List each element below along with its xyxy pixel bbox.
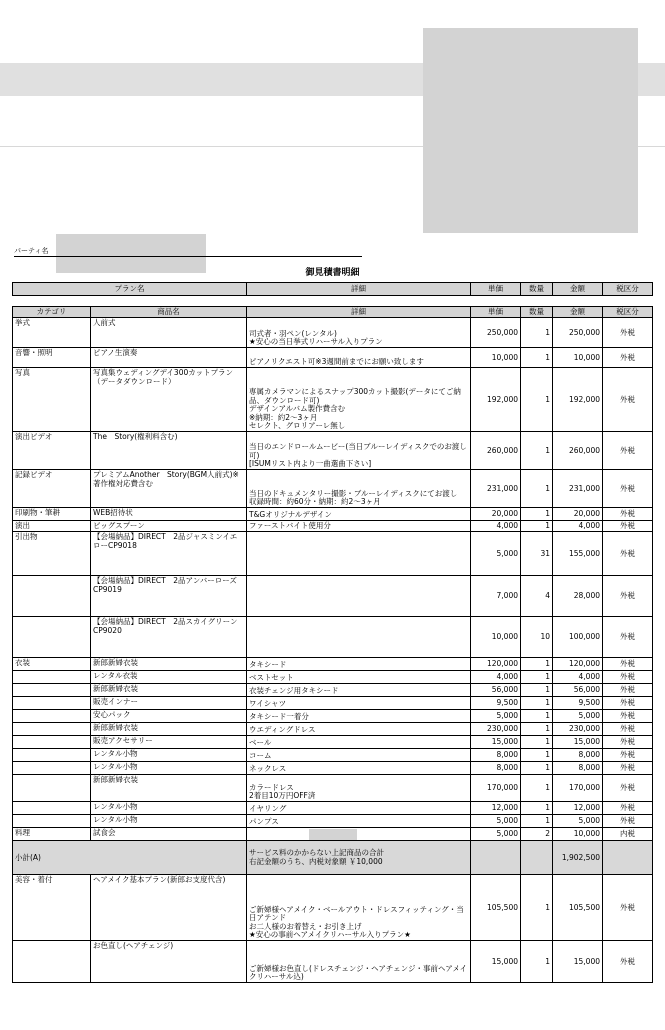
- amount-cell: 28,000: [553, 576, 603, 617]
- table-row: [13, 749, 653, 762]
- table-row: [13, 318, 653, 348]
- unit-price-cell: 20,000: [471, 508, 521, 521]
- quantity-cell: 1: [521, 749, 553, 762]
- quantity-cell: 1: [521, 762, 553, 775]
- redacted-detail: [309, 829, 357, 840]
- table-row: [13, 941, 653, 983]
- tax-header: 税区分: [603, 307, 653, 318]
- subtotal-empty: [471, 841, 521, 875]
- table-row: [13, 815, 653, 828]
- item-name-cell: レンタル小物: [91, 802, 247, 815]
- tax-type-cell: 外税: [603, 775, 653, 802]
- tax-type-cell: 外税: [603, 697, 653, 710]
- amount-cell: 15,000: [553, 941, 603, 983]
- unit-price-cell: 10,000: [471, 617, 521, 658]
- table-row: [13, 658, 653, 671]
- detail-cell: ご新婦様お色直し(ドレスチェンジ・ヘアチェンジ・事前ヘアメイクリハーサル込): [247, 941, 471, 983]
- tax-type-cell: 外税: [603, 532, 653, 576]
- item-name-cell: プレミアムAnother Story(BGM人前式)※著作権対応費含む: [91, 470, 247, 508]
- quantity-cell: 1: [521, 521, 553, 532]
- table-row: [13, 762, 653, 775]
- tax-type-cell: 内税: [603, 828, 653, 841]
- tax-type-cell: 外税: [603, 368, 653, 432]
- item-name-cell: 【会場納品】DIRECT 2品アンバーローズCP9019: [91, 576, 247, 617]
- table-row: [13, 508, 653, 521]
- detail-cell: 当日のドキュメンタリー撮影・ブルーレイディスクにてお渡し 収録時間：約60分・納期：約2～3ヶ月: [247, 470, 471, 508]
- detail-cell: [247, 576, 471, 617]
- detail-cell: イヤリング: [247, 802, 471, 815]
- table-row: [13, 576, 653, 617]
- tax-type-cell: 外税: [603, 671, 653, 684]
- detail-cell: タキシード一着分: [247, 710, 471, 723]
- item-name-cell: WEB招待状: [91, 508, 247, 521]
- category-cell: [13, 684, 91, 697]
- unit-price-cell: 56,000: [471, 684, 521, 697]
- table-row: [13, 723, 653, 736]
- detail-cell: ベール: [247, 736, 471, 749]
- table-row: [13, 775, 653, 802]
- detail-header: 詳細: [247, 307, 471, 318]
- quantity-cell: 2: [521, 828, 553, 841]
- party-name-underline: [14, 256, 362, 257]
- amount-cell: 155,000: [553, 532, 603, 576]
- category-cell: [13, 710, 91, 723]
- category-cell: [13, 815, 91, 828]
- detail-cell: [247, 532, 471, 576]
- detail-cell: [247, 617, 471, 658]
- category-cell: 音響・照明: [13, 348, 91, 368]
- item-name-cell: 人前式: [91, 318, 247, 348]
- redacted-image: [423, 28, 638, 233]
- tax-type-cell: 外税: [603, 318, 653, 348]
- unit-price-cell: 260,000: [471, 432, 521, 470]
- category-cell: 写真: [13, 368, 91, 432]
- amount-cell: 12,000: [553, 802, 603, 815]
- amount-cell: 100,000: [553, 617, 603, 658]
- subtotal-amount: 1,902,500: [553, 841, 603, 875]
- item-name-cell: 【会場納品】DIRECT 2品ジャスミンイエローCP9018: [91, 532, 247, 576]
- quantity-cell: 1: [521, 671, 553, 684]
- quantity-cell: 1: [521, 697, 553, 710]
- unit-price-cell: 170,000: [471, 775, 521, 802]
- quantity-cell: 1: [521, 775, 553, 802]
- category-cell: [13, 576, 91, 617]
- amount-cell: 8,000: [553, 749, 603, 762]
- amount-cell: 10,000: [553, 348, 603, 368]
- detail-cell: T&Gオリジナルデザイン: [247, 508, 471, 521]
- unit-price-cell: 231,000: [471, 470, 521, 508]
- amount-cell: 120,000: [553, 658, 603, 671]
- tax-type-cell: 外税: [603, 941, 653, 983]
- tax-type-cell: 外税: [603, 617, 653, 658]
- category-cell: [13, 697, 91, 710]
- item-name-cell: レンタル小物: [91, 749, 247, 762]
- detail-cell: ベストセット: [247, 671, 471, 684]
- category-cell: 演出: [13, 521, 91, 532]
- quantity-cell: 1: [521, 348, 553, 368]
- subtotal-label: 小計(A): [13, 841, 247, 875]
- unit-price-cell: 7,000: [471, 576, 521, 617]
- detail-cell: 当日のエンドロールムービー(当日ブルーレイディスクでのお渡し可) [ISUMリスト内より一曲選曲下さい]: [247, 432, 471, 470]
- quantity-cell: 1: [521, 710, 553, 723]
- detail-cell: ウエディングドレス: [247, 723, 471, 736]
- unit-price-cell: 4,000: [471, 671, 521, 684]
- category-cell: [13, 802, 91, 815]
- detail-cell: 衣装チェンジ用タキシード: [247, 684, 471, 697]
- page-title: 御見積書明細: [305, 268, 360, 278]
- tax-type-cell: 外税: [603, 875, 653, 941]
- tax-type-cell: 外税: [603, 749, 653, 762]
- quantity-cell: 1: [521, 470, 553, 508]
- category-cell: 料理: [13, 828, 91, 841]
- estimate-table: [12, 306, 653, 983]
- amount-cell: 9,500: [553, 697, 603, 710]
- detail-cell: コーム: [247, 749, 471, 762]
- detail-cell: ピアノリクエスト可※3週間前までにお願い致します: [247, 348, 471, 368]
- amount-cell: 260,000: [553, 432, 603, 470]
- unit-price-cell: 105,500: [471, 875, 521, 941]
- table-row: [13, 736, 653, 749]
- item-name-cell: 【会場納品】DIRECT 2品スカイグリーンCP9020: [91, 617, 247, 658]
- detail-cell: タキシード: [247, 658, 471, 671]
- item-name-cell: 新郎新婦衣装: [91, 775, 247, 802]
- category-cell: [13, 762, 91, 775]
- unit-price-cell: 5,000: [471, 532, 521, 576]
- category-cell: 引出物: [13, 532, 91, 576]
- item-name-cell: 安心パック: [91, 710, 247, 723]
- detail-cell: ご新婦様ヘアメイク・ベールアウト・ドレスフィッティング・当日アテンド お二人様のお着替え・お引き上げ ★安心の事前ヘアメイクリハーサル入りプラン★: [247, 875, 471, 941]
- item-name-cell: 新郎新婦衣装: [91, 723, 247, 736]
- unit-price-cell: 250,000: [471, 318, 521, 348]
- subtotal-empty: [521, 841, 553, 875]
- quantity-cell: 1: [521, 432, 553, 470]
- plan-unit-header: 単価: [471, 283, 521, 296]
- unit-price-cell: 230,000: [471, 723, 521, 736]
- quantity-cell: 1: [521, 736, 553, 749]
- tax-type-cell: 外税: [603, 710, 653, 723]
- category-cell: [13, 749, 91, 762]
- item-name-cell: 試食会: [91, 828, 247, 841]
- unit-header: 単価: [471, 307, 521, 318]
- table-row: [13, 432, 653, 470]
- unit-price-cell: 12,000: [471, 802, 521, 815]
- item-name-cell: お色直し(ヘアチェンジ): [91, 941, 247, 983]
- plan-detail-header: 詳細: [247, 283, 471, 296]
- quantity-cell: 1: [521, 508, 553, 521]
- detail-cell: 専属カメラマンによるスナップ300カット撮影(データにてご納品、ダウンロード可) デザインアルバム製作費含む ※納期：約2～3ヶ月 セレクト、グロリアーレ無し: [247, 368, 471, 432]
- unit-price-cell: 10,000: [471, 348, 521, 368]
- party-name-label: パーティ名: [14, 247, 49, 255]
- table-row: [13, 875, 653, 941]
- table-row: [13, 684, 653, 697]
- amount-cell: 4,000: [553, 521, 603, 532]
- amount-cell: 250,000: [553, 318, 603, 348]
- category-cell: 印刷物・筆耕: [13, 508, 91, 521]
- detail-cell: ファーストバイト使用分: [247, 521, 471, 532]
- category-cell: [13, 775, 91, 802]
- item-name-cell: ビッグスプーン: [91, 521, 247, 532]
- item-name-cell: 新郎新婦衣装: [91, 684, 247, 697]
- plan-qty-header: 数量: [521, 283, 553, 296]
- category-cell: 衣装: [13, 658, 91, 671]
- tax-type-cell: 外税: [603, 802, 653, 815]
- category-cell: [13, 736, 91, 749]
- detail-cell: 司式者・羽ペン(レンタル) ★安心の当日挙式リハーサル入りプラン: [247, 318, 471, 348]
- unit-price-cell: 9,500: [471, 697, 521, 710]
- plan-header-table: [12, 282, 653, 296]
- tax-type-cell: 外税: [603, 348, 653, 368]
- detail-cell: カラードレス 2着目10万円OFF済: [247, 775, 471, 802]
- quantity-cell: 10: [521, 617, 553, 658]
- amount-cell: 105,500: [553, 875, 603, 941]
- plan-name-header: プラン名: [13, 283, 247, 296]
- table-row: [13, 470, 653, 508]
- tax-type-cell: 外税: [603, 432, 653, 470]
- plan-tax-header: 税区分: [603, 283, 653, 296]
- unit-price-cell: 5,000: [471, 828, 521, 841]
- quantity-cell: 1: [521, 723, 553, 736]
- amount-cell: 192,000: [553, 368, 603, 432]
- unit-price-cell: 15,000: [471, 736, 521, 749]
- category-header: カテゴリ: [13, 307, 91, 318]
- tax-type-cell: 外税: [603, 508, 653, 521]
- amount-cell: 20,000: [553, 508, 603, 521]
- table-row: [13, 710, 653, 723]
- category-cell: [13, 671, 91, 684]
- unit-price-cell: 5,000: [471, 815, 521, 828]
- amount-cell: 4,000: [553, 671, 603, 684]
- amount-cell: 170,000: [553, 775, 603, 802]
- subtotal-empty: [603, 841, 653, 875]
- tax-type-cell: 外税: [603, 521, 653, 532]
- amount-cell: 8,000: [553, 762, 603, 775]
- qty-header: 数量: [521, 307, 553, 318]
- detail-cell: パンプス: [247, 815, 471, 828]
- table-row: [13, 802, 653, 815]
- tax-type-cell: 外税: [603, 684, 653, 697]
- tax-type-cell: 外税: [603, 815, 653, 828]
- detail-cell: ネックレス: [247, 762, 471, 775]
- detail-cell: [247, 828, 471, 841]
- item-name-cell: ヘアメイク基本プラン(新郎お支度代含): [91, 875, 247, 941]
- table-row: [13, 828, 653, 841]
- table-row: [13, 368, 653, 432]
- quantity-cell: 1: [521, 802, 553, 815]
- table-row: [13, 348, 653, 368]
- table-row: [13, 521, 653, 532]
- item-name-cell: 新郎新婦衣装: [91, 658, 247, 671]
- amount-cell: 15,000: [553, 736, 603, 749]
- table-row: [13, 532, 653, 576]
- quantity-cell: 1: [521, 318, 553, 348]
- amount-header: 金額: [553, 307, 603, 318]
- quantity-cell: 1: [521, 875, 553, 941]
- category-cell: 記録ビデオ: [13, 470, 91, 508]
- item-header: 商品名: [91, 307, 247, 318]
- tax-type-cell: 外税: [603, 723, 653, 736]
- unit-price-cell: 192,000: [471, 368, 521, 432]
- plan-amount-header: 金額: [553, 283, 603, 296]
- tax-type-cell: 外税: [603, 762, 653, 775]
- quantity-cell: 4: [521, 576, 553, 617]
- quantity-cell: 1: [521, 941, 553, 983]
- unit-price-cell: 8,000: [471, 749, 521, 762]
- category-cell: [13, 941, 91, 983]
- category-cell: [13, 723, 91, 736]
- amount-cell: 231,000: [553, 470, 603, 508]
- table-row: [13, 617, 653, 658]
- item-name-cell: ピアノ生演奏: [91, 348, 247, 368]
- category-cell: 挙式: [13, 318, 91, 348]
- item-name-cell: 販売アクセサリー: [91, 736, 247, 749]
- tax-type-cell: 外税: [603, 576, 653, 617]
- unit-price-cell: 120,000: [471, 658, 521, 671]
- amount-cell: 5,000: [553, 710, 603, 723]
- unit-price-cell: 15,000: [471, 941, 521, 983]
- tax-type-cell: 外税: [603, 470, 653, 508]
- detail-cell: ワイシャツ: [247, 697, 471, 710]
- category-cell: [13, 617, 91, 658]
- subtotal-row: [13, 841, 653, 875]
- unit-price-cell: 8,000: [471, 762, 521, 775]
- amount-cell: 5,000: [553, 815, 603, 828]
- quantity-cell: 1: [521, 815, 553, 828]
- item-name-cell: 販売インナー: [91, 697, 247, 710]
- table-row: [13, 697, 653, 710]
- item-name-cell: レンタル衣装: [91, 671, 247, 684]
- quantity-cell: 1: [521, 658, 553, 671]
- tax-type-cell: 外税: [603, 658, 653, 671]
- item-name-cell: レンタル小物: [91, 762, 247, 775]
- quantity-cell: 1: [521, 684, 553, 697]
- unit-price-cell: 4,000: [471, 521, 521, 532]
- table-row: [13, 671, 653, 684]
- unit-price-cell: 5,000: [471, 710, 521, 723]
- quantity-cell: 1: [521, 368, 553, 432]
- item-name-cell: The Story(権利料含む): [91, 432, 247, 470]
- amount-cell: 56,000: [553, 684, 603, 697]
- subtotal-detail: サービス料のかからない上記商品の合計 右記金額のうち、内税対象額 ￥10,000: [247, 841, 471, 875]
- quantity-cell: 31: [521, 532, 553, 576]
- category-cell: 演出ビデオ: [13, 432, 91, 470]
- item-name-cell: レンタル小物: [91, 815, 247, 828]
- amount-cell: 230,000: [553, 723, 603, 736]
- category-cell: 美容・着付: [13, 875, 91, 941]
- item-name-cell: 写真集ウェディングデイ300カットプラン（データダウンロード）: [91, 368, 247, 432]
- amount-cell: 10,000: [553, 828, 603, 841]
- tax-type-cell: 外税: [603, 736, 653, 749]
